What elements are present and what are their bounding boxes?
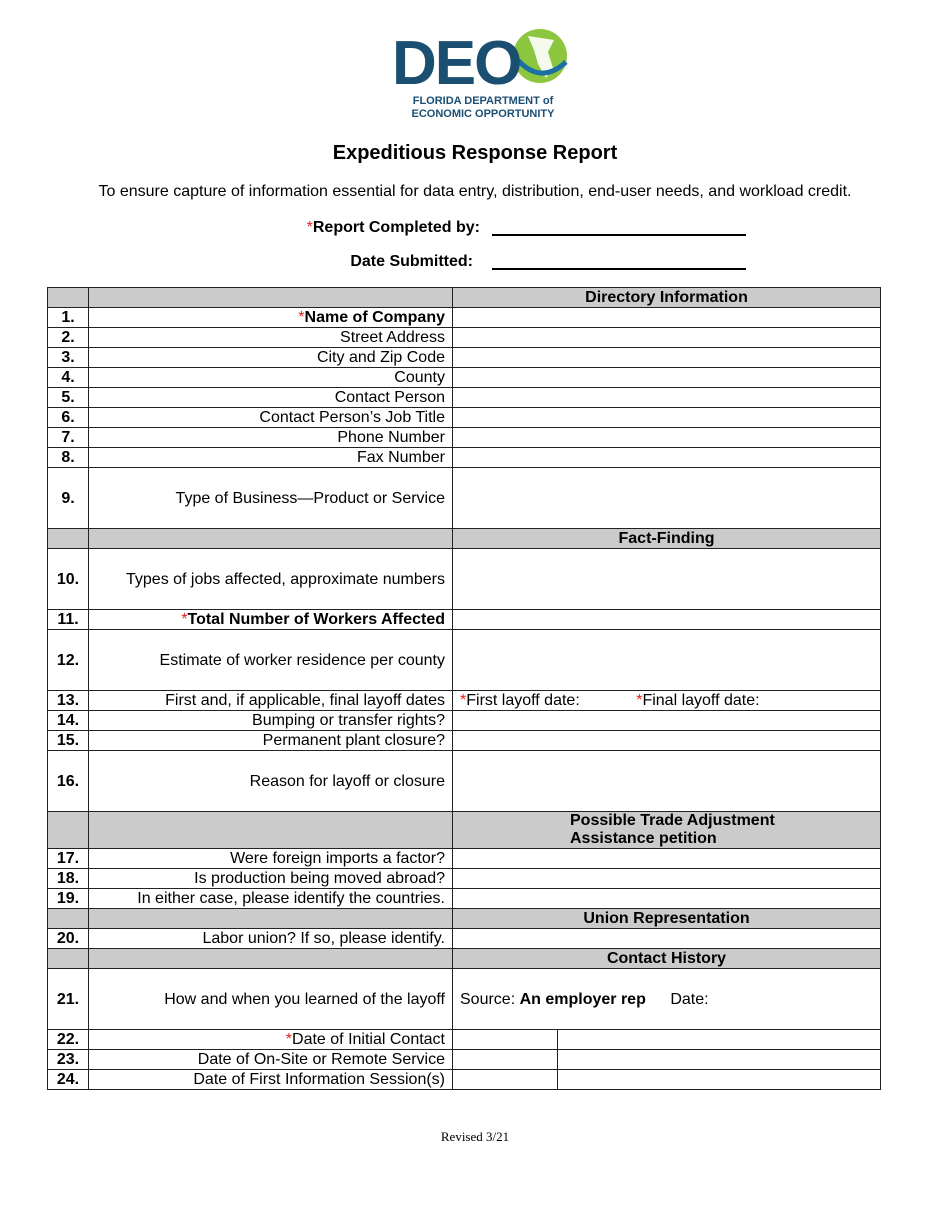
form-row-9 [48, 468, 881, 529]
row-number: 12. [48, 630, 89, 691]
row-number: 21. [48, 969, 89, 1030]
labor-union-field[interactable] [453, 929, 881, 949]
form-row-24 [48, 1070, 881, 1090]
page-subtitle: To ensure capture of information essential for data entry, distribution, end-user needs, and workload credit. [98, 183, 852, 200]
row-label: Contact Person [89, 388, 453, 408]
business-type-field[interactable] [453, 468, 881, 529]
bumping-rights-field[interactable] [453, 711, 881, 731]
foreign-imports-field[interactable] [453, 849, 881, 869]
form-row-22 [48, 1030, 881, 1050]
row-label: Is production being moved abroad? [89, 869, 453, 889]
row-number: 22. [48, 1030, 89, 1050]
row-label: Date of On-Site or Remote Service [89, 1050, 453, 1070]
final-layoff-label: *Final layoff date: [636, 692, 760, 709]
layoff-reason-field[interactable] [453, 751, 881, 812]
form-row-1 [48, 308, 881, 328]
form-row-6 [48, 408, 881, 428]
form-row-16 [48, 751, 881, 812]
row-number: 13. [48, 691, 89, 711]
form-row-20 [48, 929, 881, 949]
row-number: 6. [48, 408, 89, 428]
row-number: 2. [48, 328, 89, 348]
learned-of-layoff-field[interactable] [453, 969, 881, 1030]
row-number: 1. [48, 308, 89, 328]
row-label: In either case, please identify the countries. [89, 889, 453, 909]
source-value: An employer rep [519, 990, 646, 1008]
row-label: Types of jobs affected, approximate numbers [89, 549, 453, 610]
row-number: 18. [48, 869, 89, 889]
form-row-18 [48, 869, 881, 889]
row-label: *Total Number of Workers Affected [89, 610, 453, 630]
company-name-field[interactable] [453, 308, 881, 328]
job-title-field[interactable] [453, 408, 881, 428]
form-row-8 [48, 448, 881, 468]
row-label: First and, if applicable, final layoff dates [89, 691, 453, 711]
row-number: 20. [48, 929, 89, 949]
phone-field[interactable] [453, 428, 881, 448]
initial-contact-notes-field[interactable] [558, 1030, 881, 1050]
contact-person-field[interactable] [453, 388, 881, 408]
fax-field[interactable] [453, 448, 881, 468]
row-number: 24. [48, 1070, 89, 1090]
production-abroad-field[interactable] [453, 869, 881, 889]
section-header-contact [48, 949, 881, 969]
row-number: 23. [48, 1050, 89, 1070]
form-row-21 [48, 969, 881, 1030]
section-header-trade [48, 812, 881, 849]
form-row-3 [48, 348, 881, 368]
completed-by-field[interactable] [492, 234, 746, 236]
info-session-date-field[interactable] [453, 1070, 558, 1090]
county-field[interactable] [453, 368, 881, 388]
section-header-directory [48, 288, 881, 308]
logo-line2: ECONOMIC OPPORTUNITY [411, 108, 555, 120]
form-row-4 [48, 368, 881, 388]
first-layoff-label: *First layoff date: [460, 692, 580, 709]
row-number: 10. [48, 549, 89, 610]
page-title: Expeditious Response Report [332, 142, 618, 164]
residence-estimate-field[interactable] [453, 630, 881, 691]
form-row-17 [48, 849, 881, 869]
logo-line1: FLORIDA DEPARTMENT of [412, 95, 554, 107]
row-number: 3. [48, 348, 89, 368]
section-title-contact: Contact History [453, 949, 881, 969]
onsite-service-notes-field[interactable] [558, 1050, 881, 1070]
row-number: 8. [48, 448, 89, 468]
section-title-fact-finding: Fact-Finding [453, 529, 881, 549]
date-submitted-label: Date Submitted: [350, 253, 473, 270]
contact-date-label: Date: [670, 990, 709, 1008]
info-session-notes-field[interactable] [558, 1070, 881, 1090]
completed-by-label: *Report Completed by: [306, 219, 480, 236]
source-label: Source: [460, 990, 516, 1008]
row-label: *Name of Company [89, 308, 453, 328]
row-number: 7. [48, 428, 89, 448]
form-row-7 [48, 428, 881, 448]
initial-contact-date-field[interactable] [453, 1030, 558, 1050]
row-label: Fax Number [89, 448, 453, 468]
row-number: 5. [48, 388, 89, 408]
row-label: Permanent plant closure? [89, 731, 453, 751]
row-label: City and Zip Code [89, 348, 453, 368]
countries-field[interactable] [453, 889, 881, 909]
section-title-trade: Possible Trade Adjustment Assistance petition [453, 812, 881, 849]
row-number: 15. [48, 731, 89, 751]
form-row-19 [48, 889, 881, 909]
form-row-10 [48, 549, 881, 610]
form-row-13 [48, 691, 881, 711]
deo-logo [388, 18, 578, 123]
row-number: 16. [48, 751, 89, 812]
city-zip-field[interactable] [453, 348, 881, 368]
row-number: 14. [48, 711, 89, 731]
form-row-23 [48, 1050, 881, 1070]
logo-letters: DEO [392, 29, 521, 98]
row-label: Phone Number [89, 428, 453, 448]
row-label: Were foreign imports a factor? [89, 849, 453, 869]
onsite-service-date-field[interactable] [453, 1050, 558, 1070]
row-label: Bumping or transfer rights? [89, 711, 453, 731]
required-mark: * [306, 219, 313, 236]
date-submitted-field[interactable] [492, 268, 746, 270]
row-label: Type of Business—Product or Service [89, 468, 453, 529]
row-label: Street Address [89, 328, 453, 348]
total-workers-field[interactable] [453, 610, 881, 630]
section-title-directory: Directory Information [453, 288, 881, 308]
row-label: Contact Person’s Job Title [89, 408, 453, 428]
form-row-12 [48, 630, 881, 691]
row-label: Date of First Information Session(s) [89, 1070, 453, 1090]
row-label: County [89, 368, 453, 388]
section-header-fact-finding [48, 529, 881, 549]
row-number: 17. [48, 849, 89, 869]
layoff-dates-field[interactable] [453, 691, 881, 711]
street-address-field[interactable] [453, 328, 881, 348]
form-row-15 [48, 731, 881, 751]
section-title-union: Union Representation [453, 909, 881, 929]
row-label: *Date of Initial Contact [89, 1030, 453, 1050]
row-number: 4. [48, 368, 89, 388]
form-row-14 [48, 711, 881, 731]
jobs-affected-field[interactable] [453, 549, 881, 610]
row-label: Estimate of worker residence per county [89, 630, 453, 691]
plant-closure-field[interactable] [453, 731, 881, 751]
row-number: 19. [48, 889, 89, 909]
response-form-table [47, 287, 881, 1090]
row-number: 9. [48, 468, 89, 529]
section-header-union [48, 909, 881, 929]
row-label: How and when you learned of the layoff [89, 969, 453, 1030]
row-number: 11. [48, 610, 89, 630]
row-label: Reason for layoff or closure [89, 751, 453, 812]
row-label: Labor union? If so, please identify. [89, 929, 453, 949]
form-row-11 [48, 610, 881, 630]
form-row-2 [48, 328, 881, 348]
form-row-5 [48, 388, 881, 408]
revision-footer: Revised 3/21 [440, 1129, 510, 1144]
